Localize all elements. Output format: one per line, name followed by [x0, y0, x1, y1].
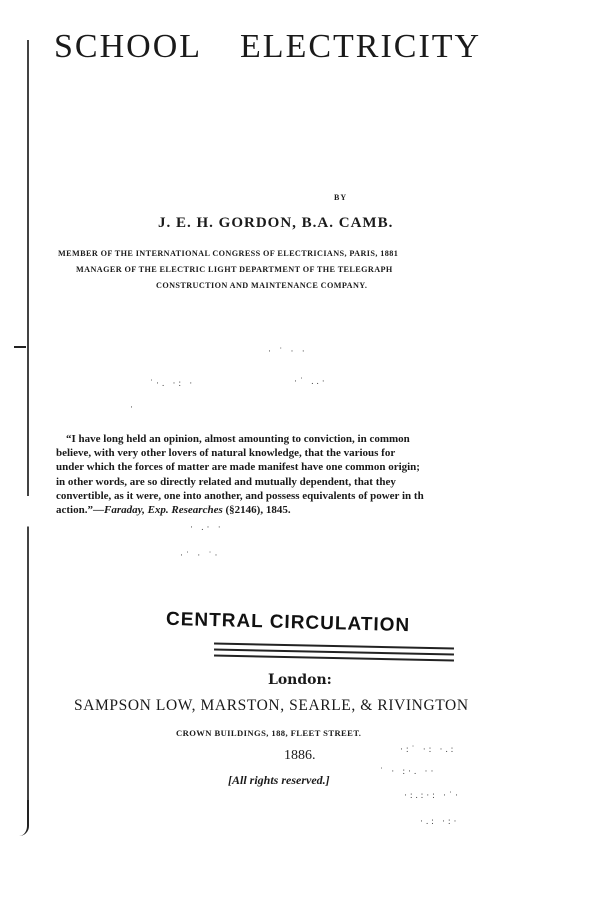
author-credential: CONSTRUCTION AND MAINTENANCE COMPANY. — [156, 281, 368, 290]
title-word-1: SCHOOL — [54, 28, 203, 65]
binding-edge-tick — [14, 346, 26, 348]
author-credential: MEMBER OF THE INTERNATIONAL CONGRESS OF ELECTRICIANS, PARIS, 1881 — [58, 249, 399, 258]
scan-noise: ·:.:·: ·˙· — [404, 790, 461, 800]
author-name: J. E. H. GORDON, B.A. CAMB. — [158, 215, 394, 231]
title-word-2: ELECTRICITY — [240, 28, 482, 65]
scan-noise: · .· · — [190, 522, 224, 532]
epigraph-line: “I have long held an opinion, almost amounting to conviction, in common — [66, 433, 410, 445]
stamp-rule — [214, 654, 454, 661]
library-stamp: CENTRAL CIRCULATION — [165, 608, 411, 637]
scan-noise: · — [130, 402, 136, 412]
binding-edge-curl — [17, 800, 29, 836]
epigraph-last-line: action.”— — [56, 504, 104, 517]
epigraph-line: believe, with very other lovers of natural knowledge, that the various for — [56, 447, 396, 460]
imprint-year: 1886. — [284, 748, 316, 763]
binding-edge-mark — [27, 40, 29, 800]
scan-noise: ·˙ ..· — [294, 376, 328, 386]
imprint-address: CROWN BUILDINGS, 188, FLEET STREET. — [176, 728, 362, 738]
scan-noise: ˙ · :·. ·· — [380, 766, 437, 776]
rights-notice: [All rights reserved.] — [228, 773, 330, 787]
byline: BY — [334, 193, 348, 202]
scan-noise: · ˙ · · — [268, 346, 308, 356]
imprint-publisher: SAMPSON LOW, MARSTON, SEARLE, & RIVINGTON — [74, 697, 469, 714]
scan-noise: ·.: ·:· — [420, 816, 460, 826]
scan-noise: ˙·. ·: · — [150, 378, 196, 388]
epigraph-citation: (§2146), 1845. — [225, 504, 291, 517]
author-credential: MANAGER OF THE ELECTRIC LIGHT DEPARTMENT OF THE TELEGRAPH — [76, 265, 393, 274]
imprint-city: London: — [268, 672, 332, 688]
epigraph-line: in other words, are so directly related and mutually dependent, that they — [56, 475, 396, 488]
epigraph-line: convertible, as it were, one into another, and possess equivalents of power in th — [56, 489, 424, 502]
epigraph-attribution: Faraday, Exp. Researches — [103, 504, 223, 517]
scan-noise: ·:˙ ·: ·.: — [400, 744, 457, 754]
epigraph — [56, 432, 524, 517]
epigraph-line: under which the forces of matter are made manifest have one common origin; — [56, 461, 420, 474]
book-title — [54, 28, 524, 66]
epigraph-attribution-line — [56, 503, 524, 517]
scan-noise: ·˙ · ˙· — [180, 550, 221, 560]
